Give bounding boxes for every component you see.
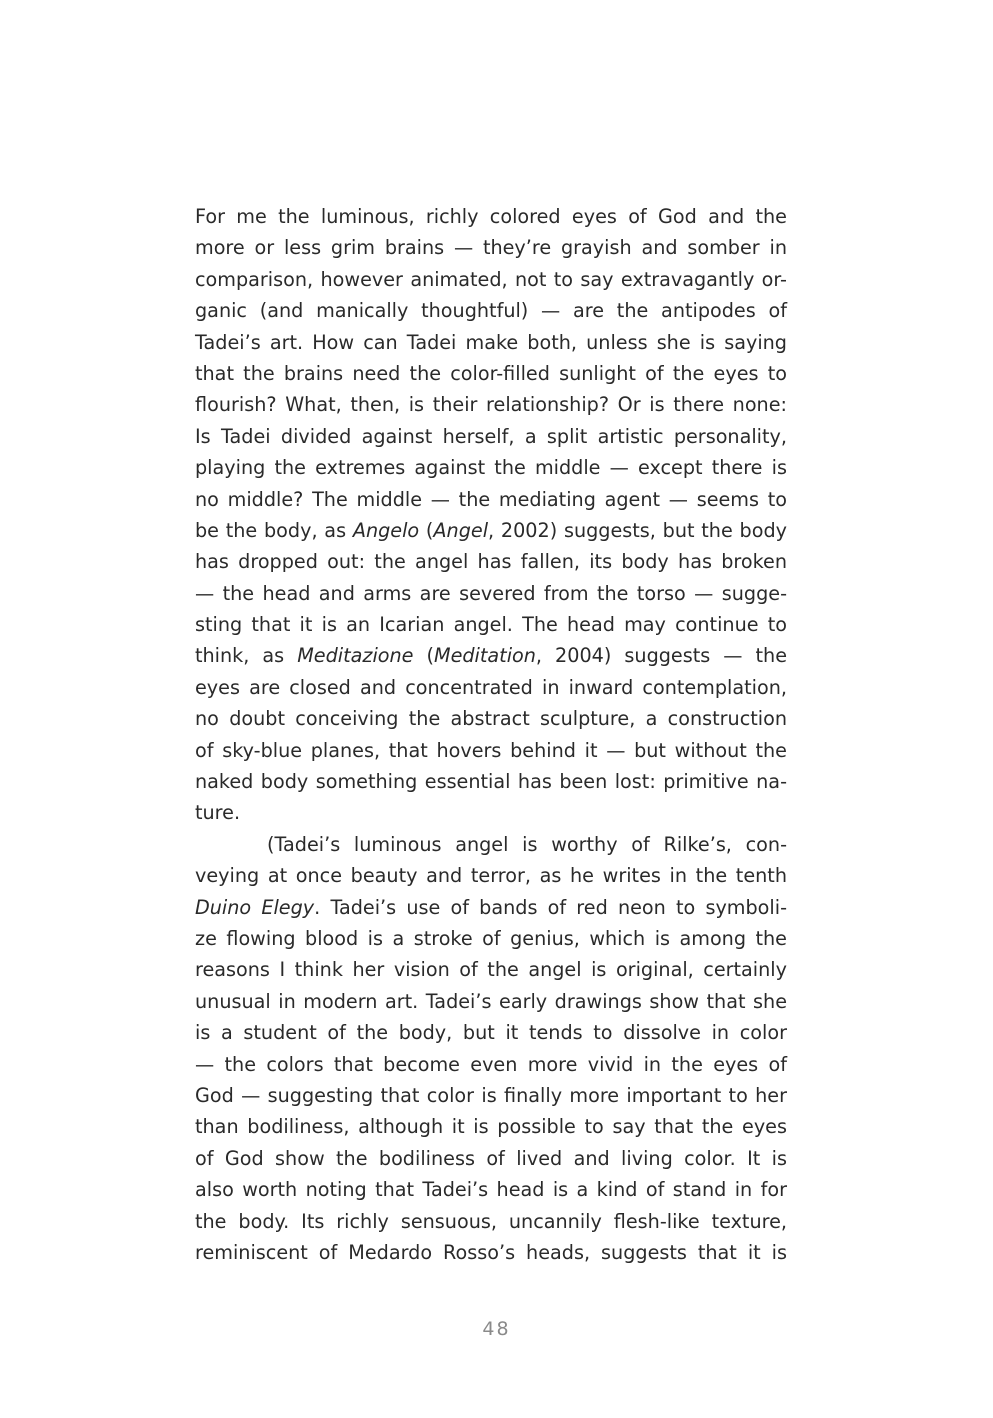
- text-line: no doubt conceiving the abstract sculpture, a construction: [195, 707, 787, 731]
- italic-title: Angel: [433, 518, 489, 542]
- text-line: Is Tadei divided against herself, a split artistic personality,: [195, 424, 787, 448]
- text-line: think, as Meditazione (Meditation, 2004) suggests — the: [195, 644, 787, 668]
- text-line: playing the extremes against the middle — except there is: [195, 456, 787, 480]
- text-line: For me the luminous, richly colored eyes of God and the: [195, 205, 787, 228]
- text-line: that the brains need the color-filled sunlight of the eyes to: [195, 361, 787, 385]
- text-line: unusual in modern art. Tadei’s early drawings show that she: [195, 989, 787, 1013]
- text-line: God — suggesting that color is finally more important to her: [195, 1083, 787, 1107]
- text-line: reminiscent of Medardo Rosso’s heads, suggests that it is: [195, 1240, 787, 1264]
- text-line: flourish? What, then, is their relationship? Or is there none:: [195, 393, 787, 417]
- text-line: ganic (and manically thoughtful) — are the antipodes of: [195, 299, 787, 323]
- page-number: 48: [482, 1318, 511, 1340]
- text-line: eyes are closed and concentrated in inward contemplation,: [195, 675, 787, 699]
- text-line: Duino Elegy. Tadei’s use of bands of red neon to symboli-: [195, 895, 787, 919]
- text-line: be the body, as Angelo (Angel, 2002) suggests, but the body: [195, 518, 787, 542]
- text-line: also worth noting that Tadei’s head is a kind of stand in for: [195, 1178, 787, 1202]
- text-line: reasons I think her vision of the angel is original, certainly: [195, 958, 787, 982]
- body-text: [195, 201, 787, 1268]
- text-line: — the head and arms are severed from the torso — sugge-: [195, 581, 787, 605]
- italic-title: Meditation: [434, 644, 536, 668]
- text-line: veying at once beauty and terror, as he writes in the tenth: [195, 864, 787, 888]
- text-line: no middle? The middle — the mediating agent — seems to: [195, 487, 787, 511]
- text-line: comparison, however animated, not to say extravagantly or-: [195, 267, 787, 291]
- text-line: — the colors that become even more vivid in the eyes of: [195, 1052, 787, 1076]
- text-line: of God show the bodiliness of lived and living color. It is: [195, 1146, 787, 1170]
- text-line: has dropped out: the angel has fallen, its body has broken: [195, 550, 787, 574]
- text-line: more or less grim brains — they’re grayish and somber in: [195, 236, 787, 260]
- text-line: (Tadei’s luminous angel is worthy of Rilke’s, con-: [267, 832, 787, 856]
- text-line: ze flowing blood is a stroke of genius, which is among the: [195, 926, 787, 950]
- text-line: sting that it is an Icarian angel. The head may continue to: [195, 613, 787, 637]
- italic-title: Angelo: [352, 518, 420, 542]
- text-line: than bodiliness, although it is possible to say that the eyes: [195, 1115, 787, 1139]
- paragraph: [195, 829, 787, 1268]
- text-line: naked body something essential has been lost: primitive na-: [195, 770, 787, 794]
- text-line: is a student of the body, but it tends to dissolve in color: [195, 1021, 787, 1045]
- italic-title: Duino Elegy: [195, 895, 315, 919]
- italic-title: Meditazione: [297, 644, 414, 668]
- text-line: Tadei’s art. How can Tadei make both, unless she is saying: [195, 330, 787, 354]
- text-line: the body. Its richly sensuous, uncannily flesh-like texture,: [195, 1209, 787, 1233]
- text-line: of sky-blue planes, that hovers behind it — but without the: [195, 738, 787, 762]
- paragraph: [195, 201, 787, 829]
- text-line: ture.: [195, 801, 241, 825]
